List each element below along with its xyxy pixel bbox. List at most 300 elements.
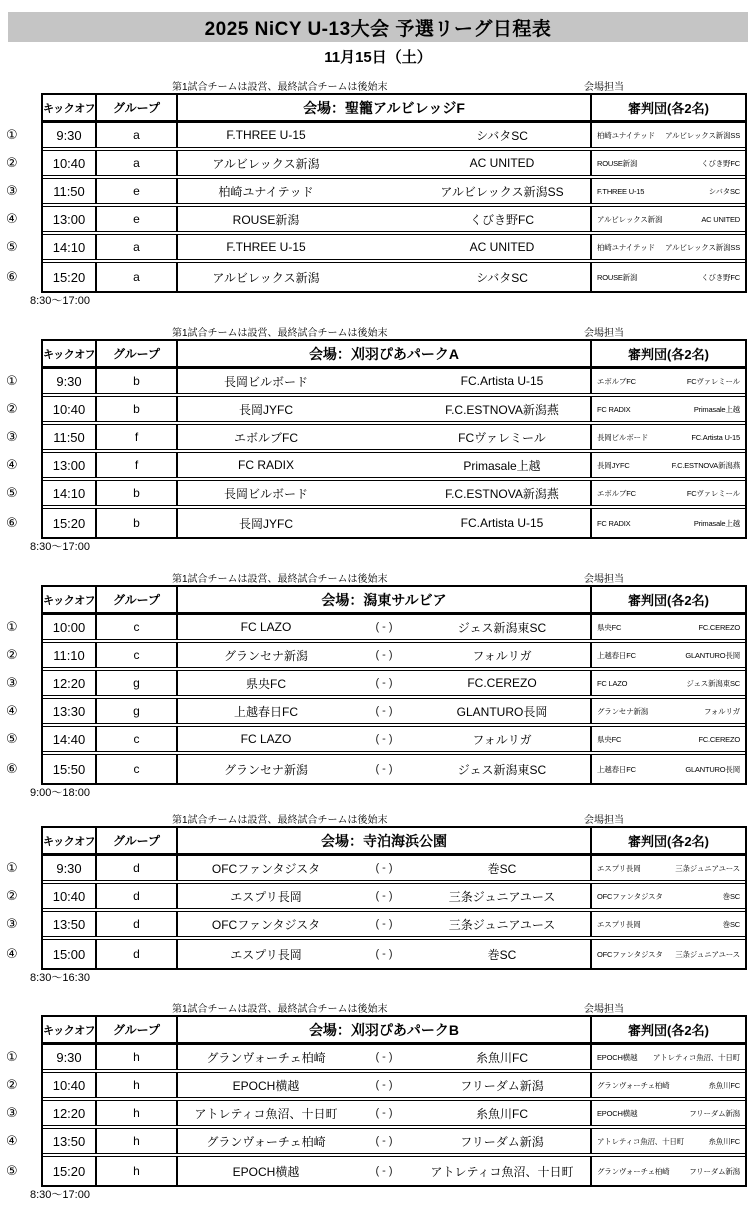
match-cell [178, 671, 592, 695]
referee-cell [592, 1129, 745, 1153]
away-team: ジェス新潟東SC [457, 620, 547, 635]
group-cell: c [97, 643, 178, 667]
home-team: エボルブFC [234, 430, 298, 445]
referee-cell [592, 856, 745, 880]
match-teams [178, 269, 590, 286]
setup-note: 第1試合チームは設営、最終試合チームは後始末 [172, 574, 388, 585]
referee-cell [592, 509, 745, 537]
match-number: ⑤ [6, 1163, 18, 1178]
note-row [0, 809, 756, 826]
group-cell: d [97, 940, 178, 968]
group-cell: f [97, 425, 178, 449]
group-cell: a [97, 123, 178, 147]
table-header-row [43, 341, 745, 369]
header-kickoff: キックオフ [43, 341, 97, 366]
header-referees: 審判団(各2名) [628, 1023, 709, 1038]
away-team: フォルリガ [472, 732, 532, 747]
match-cell [178, 912, 592, 936]
home-team: エスプリ長岡 [230, 947, 302, 962]
referee-2: GLANTURO長岡 [685, 650, 740, 660]
away-team: 巻SC [487, 947, 517, 962]
referee-1: 柏崎ユナイテッド [597, 130, 655, 140]
away-team: フリーダム新潟 [460, 1078, 544, 1093]
header-venue: 会場：寺泊海浜公園 [178, 828, 592, 853]
match-cell [178, 369, 592, 393]
score-separator: ( - ) [375, 1079, 393, 1091]
schedule-table [6, 93, 747, 293]
away-team: AC UNITED [469, 240, 535, 254]
referee-2: 糸魚川FC [708, 1136, 740, 1146]
venue-section [0, 322, 756, 555]
home-team: F.THREE U-15 [226, 128, 306, 142]
away-team: ジェス新潟東SC [457, 762, 547, 777]
kickoff-time: 13:00 [43, 453, 97, 477]
referee-2: フォルリガ [703, 706, 740, 716]
referee-1: 県央FC [597, 734, 622, 744]
note-row [0, 322, 756, 339]
kickoff-time: 12:20 [43, 671, 97, 695]
referee-cell [592, 1045, 745, 1069]
score-separator: ( - ) [375, 1051, 393, 1063]
referee-1: 県央FC [597, 622, 622, 632]
venue-section [0, 568, 756, 801]
kickoff-time: 14:10 [43, 481, 97, 505]
event-date: 11月15日（土） [324, 49, 432, 66]
table-header-row [43, 1017, 745, 1045]
away-team: 糸魚川FC [476, 1106, 528, 1121]
match-row [6, 453, 745, 481]
setup-note: 第1試合チームは設営、最終試合チームは後始末 [172, 815, 388, 826]
home-team: 長岡JYFC [238, 402, 293, 417]
header-venue: 会場：刈羽ぴあパークB [178, 1017, 592, 1042]
kickoff-time: 9:30 [43, 369, 97, 393]
match-number: ③ [6, 183, 18, 198]
match-teams [178, 619, 590, 636]
referee-2: ジェス新潟東SC [686, 678, 740, 688]
header-referees: 審判団(各2名) [628, 347, 709, 362]
home-team: ROUSE新潟 [232, 212, 300, 227]
title-bar [8, 12, 748, 42]
group-cell: e [97, 207, 178, 231]
away-team: 糸魚川FC [476, 1050, 528, 1065]
referee-cell [592, 207, 745, 231]
match-cell [178, 207, 592, 231]
match-cell [178, 755, 592, 783]
match-number: ③ [6, 675, 18, 690]
venue-section [0, 998, 756, 1203]
match-row [6, 1073, 745, 1101]
match-number: ① [6, 860, 18, 875]
away-team: Primasale上越 [463, 458, 541, 473]
header-venue: 会場：聖籠アルビレッジF [178, 95, 592, 120]
referee-2: AC UNITED [701, 214, 740, 224]
venue-duty-label: 会場担当 [584, 815, 624, 826]
match-teams [178, 485, 590, 502]
away-team: くびき野FC [470, 212, 534, 227]
group-cell: d [97, 912, 178, 936]
referee-2: アルビレックス新潟SS [665, 130, 740, 140]
header-kickoff: キックオフ [43, 587, 97, 612]
referee-1: アルビレックス新潟 [597, 214, 663, 224]
group-cell: h [97, 1073, 178, 1097]
kickoff-time: 10:40 [43, 397, 97, 421]
schedule-table [6, 339, 747, 539]
match-teams [178, 703, 590, 720]
score-separator: ( - ) [375, 890, 393, 902]
match-number: ④ [6, 946, 18, 961]
referee-cell [592, 263, 745, 291]
match-teams [178, 888, 590, 905]
referee-cell [592, 453, 745, 477]
referee-2: くびき野FC [701, 158, 740, 168]
header-venue: 会場：刈羽ぴあパークA [178, 341, 592, 366]
kickoff-time: 15:20 [43, 1157, 97, 1185]
match-teams [178, 1163, 590, 1180]
header-venue: 会場：潟東サルビア [178, 587, 592, 612]
venue-hours: 8:30～17:00 [30, 295, 90, 307]
schedule-table [6, 1015, 747, 1187]
match-row [6, 179, 745, 207]
referee-1: F.THREE U-15 [597, 186, 645, 196]
referee-1: 長岡JYFC [597, 460, 630, 470]
kickoff-time: 12:20 [43, 1101, 97, 1125]
referee-2: FC.CEREZO [698, 734, 740, 744]
referee-1: FC LAZO [597, 678, 628, 688]
schedule-sections [0, 70, 756, 1203]
match-teams [178, 515, 590, 532]
kickoff-time: 14:10 [43, 235, 97, 259]
referee-2: フリーダム新潟 [689, 1166, 740, 1176]
header-referees: 審判団(各2名) [628, 593, 709, 608]
home-team: アルビレックス新潟 [212, 156, 320, 171]
kickoff-time: 10:00 [43, 615, 97, 639]
score-separator: ( - ) [375, 1165, 393, 1177]
home-team: F.THREE U-15 [226, 240, 306, 254]
match-teams [178, 1077, 590, 1094]
kickoff-time: 10:40 [43, 1073, 97, 1097]
match-row [6, 856, 745, 884]
away-team: アルビレックス新潟SS [440, 184, 564, 199]
home-team: グランセナ新潟 [223, 762, 308, 777]
home-team: エスプリ長岡 [230, 889, 302, 904]
score-separator: ( - ) [375, 1107, 393, 1119]
kickoff-time: 9:30 [43, 1045, 97, 1069]
referee-2: FCヴァレミール [686, 376, 740, 386]
kickoff-time: 15:20 [43, 509, 97, 537]
home-team: 上越春日FC [234, 704, 298, 719]
referee-2: アトレティコ魚沼、十日町 [653, 1052, 740, 1062]
match-row [6, 369, 745, 397]
venue-hours: 9:00～18:00 [30, 787, 90, 799]
match-row [6, 755, 745, 783]
referee-2: 巻SC [722, 891, 740, 901]
match-cell [178, 179, 592, 203]
match-cell [178, 453, 592, 477]
referee-cell [592, 615, 745, 639]
match-number: ① [6, 373, 18, 388]
match-cell [178, 856, 592, 880]
home-team: 長岡JYFC [238, 516, 293, 531]
home-team: 県央FC [246, 676, 286, 691]
referee-cell [592, 123, 745, 147]
match-number: ④ [6, 457, 18, 472]
group-cell: b [97, 397, 178, 421]
group-cell: g [97, 699, 178, 723]
match-row [6, 151, 745, 179]
match-row [6, 912, 745, 940]
setup-note: 第1試合チームは設営、最終試合チームは後始末 [172, 328, 388, 339]
match-teams [178, 675, 590, 692]
group-cell: b [97, 481, 178, 505]
away-team: フォルリガ [472, 648, 532, 663]
referee-cell [592, 151, 745, 175]
referee-cell [592, 727, 745, 751]
home-team: FC LAZO [240, 732, 292, 746]
away-team: F.C.ESTNOVA新潟燕 [445, 486, 559, 501]
group-cell: h [97, 1129, 178, 1153]
referee-1: グランヴォーチェ柏崎 [597, 1080, 670, 1090]
match-row [6, 1129, 745, 1157]
match-row [6, 1045, 745, 1073]
referee-2: フリーダム新潟 [689, 1108, 740, 1118]
match-row [6, 235, 745, 263]
referee-2: FCヴァレミール [686, 488, 740, 498]
group-cell: c [97, 727, 178, 751]
match-teams [178, 761, 590, 778]
match-cell [178, 1129, 592, 1153]
referee-cell [592, 397, 745, 421]
match-row [6, 671, 745, 699]
group-cell: h [97, 1045, 178, 1069]
match-teams [178, 916, 590, 933]
kickoff-time: 15:00 [43, 940, 97, 968]
away-team: FC.Artista U-15 [460, 374, 544, 388]
match-cell [178, 1101, 592, 1125]
match-teams [178, 860, 590, 877]
venue-hours: 8:30～17:00 [30, 541, 90, 553]
match-cell [178, 884, 592, 908]
home-team: 柏崎ユナイテッド [218, 184, 314, 199]
referee-cell [592, 235, 745, 259]
match-number: ① [6, 619, 18, 634]
venue-section [0, 76, 756, 309]
kickoff-time: 13:30 [43, 699, 97, 723]
match-cell [178, 425, 592, 449]
match-number: ④ [6, 703, 18, 718]
match-cell [178, 481, 592, 505]
match-teams [178, 183, 590, 200]
away-team: アトレティコ魚沼、十日町 [430, 1164, 574, 1179]
header-kickoff: キックオフ [43, 1017, 97, 1042]
match-number: ② [6, 647, 18, 662]
kickoff-time: 11:10 [43, 643, 97, 667]
match-cell [178, 1157, 592, 1185]
match-number: ① [6, 1049, 18, 1064]
match-row [6, 207, 745, 235]
referee-2: FC.Artista U-15 [691, 432, 740, 442]
away-team: シバタSC [476, 128, 528, 143]
match-teams [178, 457, 590, 474]
header-kickoff: キックオフ [43, 828, 97, 853]
referee-2: Primasale上越 [693, 518, 740, 528]
match-cell [178, 727, 592, 751]
match-row [6, 397, 745, 425]
group-cell: f [97, 453, 178, 477]
match-teams [178, 1049, 590, 1066]
referee-1: グランヴォーチェ柏崎 [597, 1166, 670, 1176]
home-team: FC LAZO [240, 620, 292, 634]
venue-duty-label: 会場担当 [584, 1004, 624, 1015]
match-cell [178, 151, 592, 175]
match-teams [178, 1133, 590, 1150]
away-team: フリーダム新潟 [460, 1134, 544, 1149]
match-number: ③ [6, 1105, 18, 1120]
referee-1: 長岡ビルボード [597, 432, 649, 442]
away-team: FC.CEREZO [467, 676, 537, 690]
header-group: グループ [97, 1017, 178, 1042]
date-line [0, 46, 756, 67]
venue-duty-label: 会場担当 [584, 82, 624, 93]
match-number: ⑥ [6, 515, 18, 530]
referee-cell [592, 369, 745, 393]
match-number: ③ [6, 916, 18, 931]
match-teams [178, 240, 590, 254]
venue-duty-label: 会場担当 [584, 574, 624, 585]
header-group: グループ [97, 587, 178, 612]
match-row [6, 123, 745, 151]
match-row [6, 727, 745, 755]
score-separator: ( - ) [375, 948, 393, 960]
match-number: ⑥ [6, 761, 18, 776]
kickoff-time: 15:20 [43, 263, 97, 291]
referee-cell [592, 1101, 745, 1125]
home-team: アルビレックス新潟 [212, 270, 320, 285]
match-number: ② [6, 155, 18, 170]
page-title: 2025 NiCY U-13大会 予選リーグ日程表 [204, 18, 552, 40]
kickoff-time: 10:40 [43, 151, 97, 175]
score-separator: ( - ) [375, 1135, 393, 1147]
setup-note: 第1試合チームは設営、最終試合チームは後始末 [172, 82, 388, 93]
away-team: GLANTURO長岡 [456, 704, 548, 719]
away-team: AC UNITED [469, 156, 535, 170]
referee-1: OFCファンタジスタ [597, 891, 663, 901]
referee-1: 柏崎ユナイテッド [597, 242, 655, 252]
referee-1: エボルブFC [597, 376, 636, 386]
home-team: グランセナ新潟 [223, 648, 308, 663]
header-group: グループ [97, 341, 178, 366]
home-team: 長岡ビルボード [223, 486, 308, 501]
referee-1: FC RADIX [597, 518, 631, 528]
home-team: FC RADIX [237, 458, 294, 472]
home-team: EPOCH横越 [232, 1078, 300, 1093]
match-row [6, 884, 745, 912]
match-row [6, 1157, 745, 1185]
table-header-row [43, 828, 745, 856]
away-team: FC.Artista U-15 [460, 516, 544, 530]
referee-1: OFCファンタジスタ [597, 949, 663, 959]
kickoff-time: 13:00 [43, 207, 97, 231]
referee-2: シバタSC [708, 186, 740, 196]
referee-1: 上越春日FC [597, 650, 636, 660]
group-cell: d [97, 884, 178, 908]
home-team: 長岡ビルボード [223, 374, 308, 389]
referee-cell [592, 755, 745, 783]
referee-1: エボルブFC [597, 488, 636, 498]
referee-cell [592, 884, 745, 908]
referee-cell [592, 1073, 745, 1097]
venue-section [0, 809, 756, 986]
match-number: ② [6, 401, 18, 416]
referee-2: アルビレックス新潟SS [665, 242, 740, 252]
referee-cell [592, 1157, 745, 1185]
away-team: 三条ジュニアユース [448, 889, 556, 904]
match-cell [178, 1073, 592, 1097]
match-number: ⑤ [6, 485, 18, 500]
match-row [6, 940, 745, 968]
match-number: ② [6, 1077, 18, 1092]
kickoff-time: 13:50 [43, 912, 97, 936]
header-group: グループ [97, 95, 178, 120]
away-team: F.C.ESTNOVA新潟燕 [445, 402, 559, 417]
referee-cell [592, 179, 745, 203]
match-teams [178, 401, 590, 418]
match-row [6, 481, 745, 509]
header-kickoff: キックオフ [43, 95, 97, 120]
score-separator: ( - ) [375, 677, 393, 689]
match-teams [178, 946, 590, 963]
match-teams [178, 1105, 590, 1122]
referee-cell [592, 671, 745, 695]
referee-2: FC.CEREZO [698, 622, 740, 632]
referee-cell [592, 481, 745, 505]
match-cell [178, 615, 592, 639]
match-cell [178, 509, 592, 537]
away-team: シバタSC [476, 270, 528, 285]
match-row [6, 1101, 745, 1129]
kickoff-time: 9:30 [43, 856, 97, 880]
referee-2: くびき野FC [701, 272, 740, 282]
score-separator: ( - ) [375, 649, 393, 661]
referee-1: ROUSE新潟 [597, 158, 638, 168]
away-team: 三条ジュニアユース [448, 917, 556, 932]
group-cell: h [97, 1157, 178, 1185]
score-separator: ( - ) [375, 763, 393, 775]
kickoff-time: 11:50 [43, 179, 97, 203]
match-number: ⑤ [6, 731, 18, 746]
match-cell [178, 643, 592, 667]
referee-1: ROUSE新潟 [597, 272, 638, 282]
home-team: グランヴォーチェ柏崎 [206, 1050, 326, 1065]
match-teams [178, 127, 590, 144]
venue-hours: 8:30～17:00 [30, 1189, 90, 1201]
header-referees: 審判団(各2名) [628, 834, 709, 849]
schedule-table [6, 826, 747, 970]
referee-2: 糸魚川FC [708, 1080, 740, 1090]
match-teams [178, 429, 590, 446]
home-team: グランヴォーチェ柏崎 [206, 1134, 326, 1149]
group-cell: a [97, 235, 178, 259]
match-teams [178, 731, 590, 748]
match-row [6, 263, 745, 291]
referee-2: 巻SC [722, 919, 740, 929]
match-teams [178, 373, 590, 390]
match-row [6, 615, 745, 643]
referee-cell [592, 643, 745, 667]
match-number: ⑥ [6, 269, 18, 284]
note-row [0, 76, 756, 93]
venue-duty-label: 会場担当 [584, 328, 624, 339]
group-cell: b [97, 369, 178, 393]
